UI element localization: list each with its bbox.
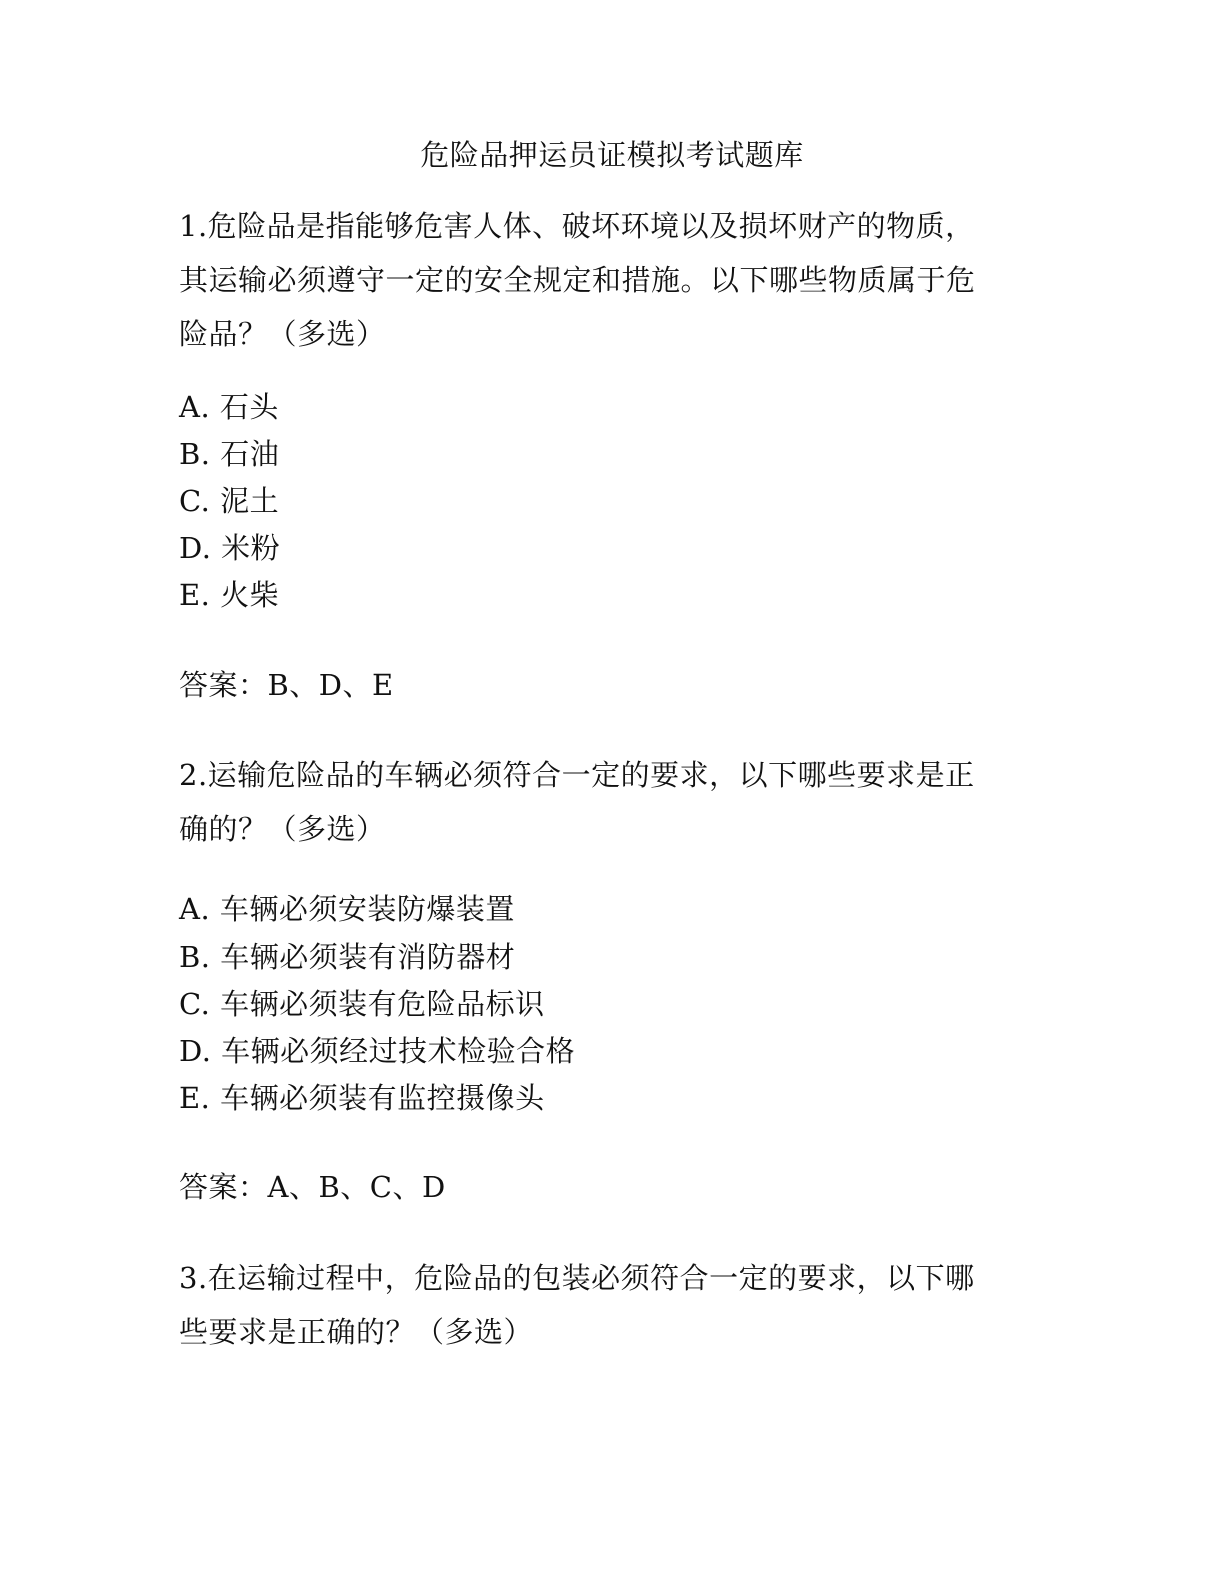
question-2-text bbox=[179, 748, 1059, 856]
question-1-option-a: A. 石头 bbox=[179, 390, 279, 424]
question-1-text bbox=[179, 199, 1059, 361]
question-1-option-d: D. 米粉 bbox=[179, 531, 281, 565]
question-2-option-e: E. 车辆必须装有监控摄像头 bbox=[179, 1081, 545, 1115]
question-2-option-b: B. 车辆必须装有消防器材 bbox=[179, 940, 516, 974]
question-text-line: 险品？（多选） bbox=[179, 317, 386, 351]
question-1-answer: 答案：B、D、E bbox=[179, 668, 394, 702]
question-1-option-c: C. 泥土 bbox=[179, 484, 280, 518]
question-3-text bbox=[179, 1251, 1059, 1359]
question-2-option-d: D. 车辆必须经过技术检验合格 bbox=[179, 1034, 576, 1068]
page-title: 危险品押运员证模拟考试题库 bbox=[420, 138, 804, 172]
question-text-line: 2.运输危险品的车辆必须符合一定的要求，以下哪些要求是正 bbox=[179, 758, 975, 792]
question-text-line: 其运输必须遵守一定的安全规定和措施。以下哪些物质属于危 bbox=[179, 263, 976, 297]
question-text-line: 些要求是正确的？（多选） bbox=[179, 1315, 534, 1349]
question-text-line: 1.危险品是指能够危害人体、破坏环境以及损坏财产的物质， bbox=[179, 209, 975, 243]
question-2-answer: 答案：A、B、C、D bbox=[179, 1170, 446, 1204]
question-text-line: 3.在运输过程中，危险品的包装必须符合一定的要求，以下哪 bbox=[179, 1261, 975, 1295]
question-text-line: 确的？（多选） bbox=[179, 812, 386, 846]
question-2-option-c: C. 车辆必须装有危险品标识 bbox=[179, 987, 545, 1021]
question-1-option-b: B. 石油 bbox=[179, 437, 280, 471]
question-2-option-a: A. 车辆必须安装防爆装置 bbox=[179, 892, 515, 926]
question-1-option-e: E. 火柴 bbox=[179, 578, 280, 612]
